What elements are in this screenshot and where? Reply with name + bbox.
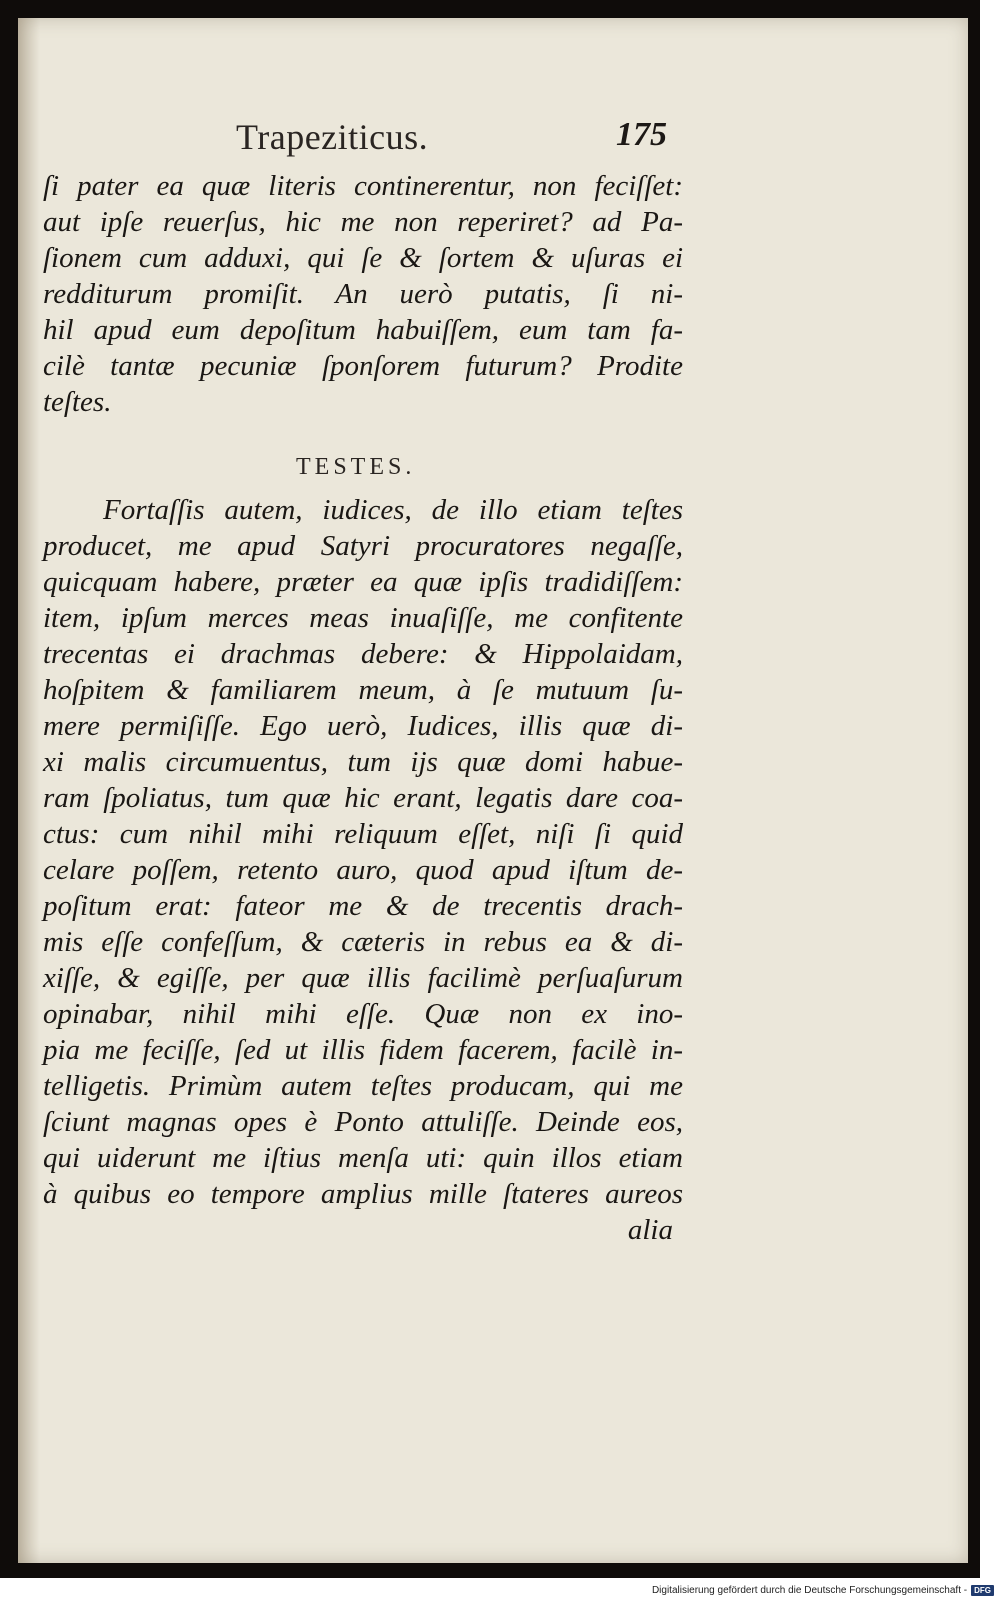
digitization-footer	[652, 1585, 994, 1596]
text-line: à quibus eo tempore amplius mille ſtateres aureos	[43, 1178, 683, 1210]
text-line: aut ipſe reuerſus, hic me non reperiret? ad Pa-	[43, 206, 683, 238]
page-number: 175	[616, 116, 667, 153]
section-heading: TESTES.	[296, 454, 416, 480]
text-line: qui uiderunt me iſtius menſa uti: quin illos etiam	[43, 1142, 683, 1174]
text-line: celare poſſem, retento auro, quod apud iſtum de-	[43, 854, 683, 886]
text-line: ſi pater ea quæ literis continerentur, non feciſſet:	[43, 170, 683, 202]
text-line: ctus: cum nihil mihi reliquum eſſet, niſi ſi quid	[43, 818, 683, 850]
book-page	[18, 18, 968, 1563]
text-line: telligetis. Primùm autem teſtes producam, qui me	[43, 1070, 683, 1102]
text-line: mis eſſe confeſſum, & cæteris in rebus ea & di-	[43, 926, 683, 958]
text-line: xi malis circumuentus, tum ijs quæ domi habue-	[43, 746, 683, 778]
paragraph-2	[43, 492, 683, 1248]
text-line: Fortaſſis autem, iudices, de illo etiam teſtes	[103, 494, 683, 526]
text-line: redditurum promiſit. An uerò putatis, ſi ni-	[43, 278, 683, 310]
text-line: opinabar, nihil mihi eſſe. Quæ non ex ino-	[43, 998, 683, 1030]
paragraph-1	[43, 168, 683, 420]
running-head: Trapeziticus.	[236, 117, 429, 157]
text-line: hoſpitem & familiarem meum, à ſe mutuum ſu-	[43, 674, 683, 706]
catchword: alia	[627, 1214, 673, 1246]
dfg-logo: DFG	[971, 1585, 994, 1596]
text-line: item, ipſum merces meas inuaſiſſe, me confitente	[43, 602, 683, 634]
text-line: ſionem cum adduxi, qui ſe & ſortem & uſuras ei	[43, 242, 683, 274]
text-line: cilè tantæ pecuniæ ſponſorem futurum? Prodite	[43, 350, 683, 382]
footer-text: Digitalisierung gefördert durch die Deutsche Forschungsgemeinschaft -	[651, 1585, 968, 1596]
text-line: trecentas ei drachmas debere: & Hippolaidam,	[43, 638, 683, 670]
text-line: ſciunt magnas opes è Ponto attuliſſe. Deinde eos,	[43, 1106, 683, 1138]
text-line: poſitum erat: fateor me & de trecentis drach-	[43, 890, 683, 922]
text-line: producet, me apud Satyri procuratores negaſſe,	[43, 530, 683, 562]
text-line: mere permiſiſſe. Ego uerò, Iudices, illis quæ di-	[43, 710, 683, 742]
text-line: quicquam habere, præter ea quæ ipſis tradidiſſem:	[43, 566, 683, 598]
text-line: xiſſe, & egiſſe, per quæ illis facilimè perſuaſurum	[43, 962, 683, 994]
text-line: hil apud eum depoſitum habuiſſem, eum tam fa-	[43, 314, 683, 346]
text-line: teſtes.	[43, 386, 112, 418]
text-line: ram ſpoliatus, tum quæ hic erant, legatis dare coa-	[43, 782, 683, 814]
text-line: pia me feciſſe, ſed ut illis fidem facerem, facilè in-	[43, 1034, 683, 1066]
